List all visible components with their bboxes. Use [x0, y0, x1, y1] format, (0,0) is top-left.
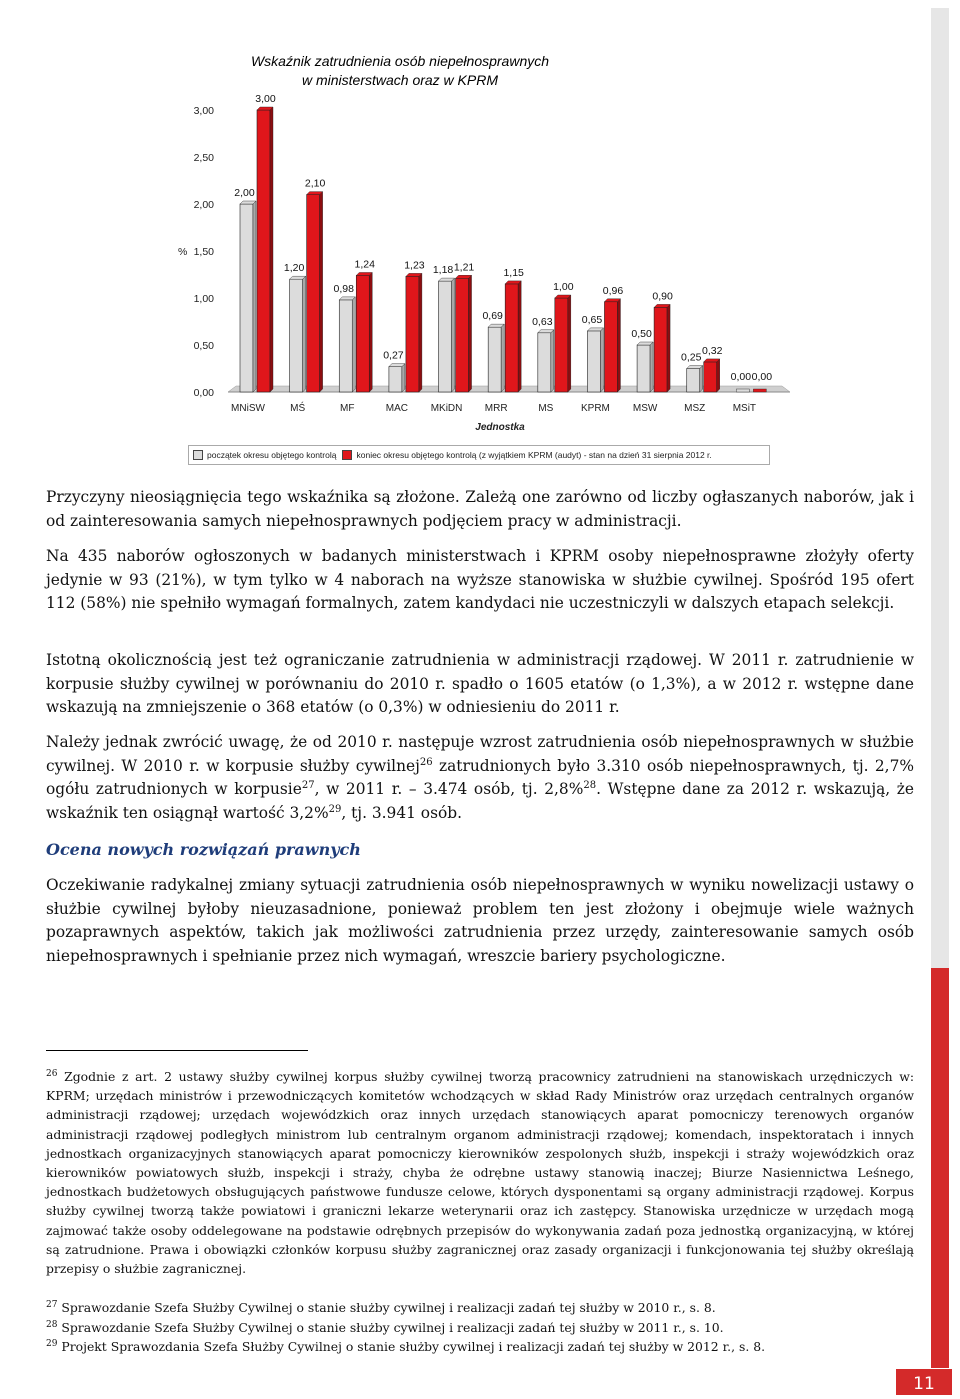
- bar-top: [654, 304, 670, 307]
- bar-top: [406, 273, 422, 276]
- p4-part-d: . Wstępne dane za 2012 r. wskazują, że wskaźnik ten osiągnął wartość 3,2%: [46, 780, 915, 822]
- footnote-num-26: 26: [46, 1068, 58, 1079]
- footnote-num-28: 28: [46, 1319, 58, 1330]
- bar-top: [240, 201, 256, 204]
- margin-decoration-red: [931, 968, 949, 1368]
- data-label: 3,00: [255, 93, 276, 105]
- footnote-text-26: Zgodnie z art. 2 ustawy służby cywilnej korpus służby cywilnej tworzą pracownicy zatrudnieni na stanowiskach urzędniczych w: KPRM; urzędach ministrów i przewodniczących komitetów wchodzących w skład Rady Ministrów oraz urzędach centralnych organów administracji rządowej; urzędach wojewódzkich oraz innych urzędach stanowiących aparat pomocniczy terenowych organów administracji rządowej podległych ministrom lub centralnym organom administracji rządowej; komendach, inspektoratach i innych jednostkach organizacyjnych stanowiących aparat pomocniczy kierowników zespolonych służb, inspekcji i straży wojewódzkich oraz kierowników powiatowych służb, inspekcji i straży, chyba że odrębne ustawy stanowią inaczej; Biurze Nasiennictwa Leśnego, jednostkach budżetowych obsługujących państwowe fundusze celowe, których dysponentami są organy administracji rządowej. Korpus służby cywilnej tworzą także powiatowi i graniczni lekarze weterynarii oraz ich zastępcy. Stanowiska urzędnicze w urzędach mogą zajmować także osoby oddelegowane na podstawie odrębnych przepisów do wykonywania zadań poza jednostką organizacyjną, w której są zatrudnione. Prawa i obowiązki członków korpusu służby zagranicznej oraz zasady organizacji i funkcjonowania tej służby określają przepisy o służbie zagranicznej.: [46, 1069, 914, 1277]
- legend-item-end: [342, 450, 711, 460]
- x-tick-label: MNiSW: [231, 403, 265, 414]
- data-label: 0,32: [702, 344, 723, 357]
- data-label: 1,00: [553, 281, 574, 293]
- bar: [339, 300, 352, 392]
- footnote-ref-27[interactable]: 27: [301, 779, 315, 791]
- data-label: 0,63: [532, 315, 553, 328]
- chart-title-line-2: w ministerstwach oraz w KPRM: [301, 72, 499, 88]
- bar-top: [687, 366, 703, 369]
- bar-top: [505, 281, 521, 284]
- bar: [654, 307, 667, 392]
- legend-label-end: koniec okresu objętego kontrolą (z wyjątkiem KPRM (audyt) - stan na dzień 31 sierpnia 2012 r.: [356, 450, 712, 460]
- bar-top: [456, 275, 472, 278]
- bar-side: [667, 304, 670, 392]
- bar-top: [538, 330, 554, 333]
- bar-side: [419, 273, 422, 392]
- bar-top: [555, 295, 571, 298]
- bar-side: [700, 366, 703, 393]
- x-tick-label: MS: [538, 403, 554, 414]
- footnote-num-29: 29: [46, 1338, 58, 1349]
- bar: [240, 204, 253, 392]
- footnote-ref-29[interactable]: 29: [328, 803, 342, 815]
- x-tick-label: MKiDN: [430, 403, 463, 414]
- data-label: 0,96: [602, 284, 624, 297]
- bar: [604, 302, 617, 392]
- y-tick-label: 2,50: [193, 152, 214, 164]
- p4-part-b: zatrudnionych było 3.310 osób niepełnosprawnych, tj. 2,7% ogółu zatrudnionych w korpusie: [46, 756, 914, 798]
- page-number: 11: [896, 1369, 952, 1395]
- bar: [290, 279, 303, 392]
- bar-chart: [0, 0, 960, 470]
- p4-part-a: Należy jednak zwrócić uwagę, że od 2010 r. następuje wzrost zatrudnienia osób niepełnosprawnych w służbie cywilnej. W 2010 r. w korpusie służby cywilnej: [46, 733, 914, 775]
- paragraph-5: Oczekiwanie radykalnej zmiany sytuacji zatrudnienia osób niepełnosprawnych w wyniku nowelizacji ustawy o służbie cywilnej byłoby nieuzasadnione, ponieważ problem ten jest złożony i obejmuje wiele ważnych pozaprawnych aspektów, takich jak możliwości zatrudnienia przez urzędy, zainteresowanie samych osób niepełnosprawnych i spełnianie przez nich wymagań, wreszcie bariery psychologiczne.: [46, 876, 914, 965]
- bar: [406, 276, 419, 392]
- bar: [753, 389, 766, 392]
- y-tick-label: 1,00: [193, 293, 214, 305]
- data-label: 2,10: [304, 177, 326, 190]
- bar-top: [307, 192, 323, 195]
- bar-side: [650, 342, 653, 392]
- p4-part-e: , tj. 3.941 osób.: [341, 803, 462, 822]
- x-axis-title: Jednostka: [475, 422, 525, 433]
- paragraph-4: [46, 731, 914, 825]
- y-tick-label: 0,50: [193, 340, 214, 352]
- footnote-separator: [46, 1050, 308, 1051]
- data-label: 0,90: [652, 290, 673, 303]
- bar: [704, 362, 717, 392]
- data-label: 0,27: [383, 349, 404, 362]
- footnote-28: [46, 1318, 914, 1337]
- p4-part-c: , w 2011 r. – 3.474 osób, tj. 2,8%: [314, 780, 584, 798]
- bar: [257, 110, 270, 392]
- footnote-ref-26[interactable]: 26: [419, 756, 433, 768]
- footnote-ref-28[interactable]: 28: [583, 779, 597, 791]
- bar-side: [501, 324, 504, 392]
- bar-top: [704, 359, 720, 362]
- data-label: 0,50: [631, 328, 652, 340]
- section-heading: Ocena nowych rozwiązań prawnych: [46, 840, 361, 859]
- bar-side: [253, 201, 256, 392]
- bar: [637, 345, 650, 392]
- legend-label-start: początek okresu objętego kontrolą: [207, 450, 337, 460]
- bar-top: [339, 297, 355, 300]
- y-tick-label: 1,50: [193, 246, 214, 258]
- bar-side: [469, 275, 472, 392]
- legend-item-start: [193, 450, 336, 460]
- bar-top: [439, 278, 455, 281]
- data-label: 0,00: [730, 371, 752, 383]
- bar: [687, 369, 700, 393]
- bar: [505, 284, 518, 392]
- data-label: 1,15: [503, 266, 524, 279]
- x-tick-label: MSZ: [684, 403, 706, 414]
- data-label: 1,18: [432, 264, 454, 277]
- paragraph-3: Istotną okolicznością jest też ograniczanie zatrudnienia w administracji rządowej. W 2011 r. zatrudnienie w korpusie służby cywilnej w porównaniu do 2010 r. spadło o 1605 etatów (o 1,3%), a w 2012 r. wstępne dane wskazują na zmniejszenie o 368 etatów (o 0,3%) w odniesieniu do 2011 r.: [46, 651, 914, 716]
- paragraph-1: Przyczyny nieosiągnięcia tego wskaźnika są złożone. Zależą one zarówno od liczby ogłaszanych naborów, jak i od zainteresowania samych niepełnosprawnych podjęciem pracy w administracji.: [46, 488, 914, 530]
- footnote-text-29: Projekt Sprawozdania Szefa Służby Cywilnej o stanie służby cywilnej i realizacji zadań tej służby w 2012 r., s. 8.: [57, 1339, 766, 1354]
- x-tick-label: MF: [340, 403, 355, 414]
- footnote-29: [46, 1337, 914, 1356]
- data-label: 0,65: [581, 313, 603, 326]
- data-label: 1,23: [404, 259, 425, 272]
- chart-title-line-1: Wskaźnik zatrudnienia osób niepełnosprawnych: [250, 53, 550, 69]
- x-tick-label: MŚ: [290, 403, 306, 414]
- x-tick-label: MSiT: [732, 403, 757, 414]
- data-label: 1,20: [283, 262, 305, 275]
- y-tick-label: 0,00: [193, 387, 214, 399]
- data-label: 0,00: [751, 371, 773, 383]
- legend-swatch-red: [342, 450, 352, 460]
- bar-side: [369, 272, 372, 392]
- bar: [389, 367, 402, 392]
- x-tick-label: KPRM: [581, 403, 610, 414]
- bar-top: [587, 328, 603, 331]
- bar-side: [303, 276, 306, 392]
- bar-side: [551, 330, 554, 392]
- bar: [736, 389, 749, 392]
- data-label: 1,21: [453, 261, 475, 274]
- data-label: 1,24: [354, 258, 375, 271]
- bar: [356, 275, 369, 392]
- bar-side: [600, 328, 603, 392]
- bar-side: [352, 297, 355, 392]
- legend-swatch-gray: [193, 450, 203, 460]
- bar-side: [568, 295, 571, 392]
- bar-side: [717, 359, 720, 392]
- data-label: 2,00: [234, 187, 255, 199]
- bar: [456, 278, 469, 392]
- bar-top: [290, 276, 306, 279]
- footnote-26: [46, 1067, 914, 1278]
- bar-top: [637, 342, 653, 345]
- bar-side: [452, 278, 455, 392]
- data-label: 0,25: [681, 351, 702, 364]
- bar: [439, 281, 452, 392]
- bar-top: [257, 107, 273, 110]
- bar-side: [402, 364, 405, 392]
- footnote-text-28: Sprawozdanie Szefa Służby Cywilnej o stanie służby cywilnej i realizacji zadań tej służby w 2011 r., s. 10.: [57, 1320, 724, 1335]
- bar-side: [320, 192, 323, 392]
- y-axis-unit: %: [178, 246, 188, 258]
- bar-side: [518, 281, 521, 392]
- data-label: 0,98: [333, 282, 354, 295]
- bar-top: [356, 272, 372, 275]
- y-tick-label: 3,00: [193, 105, 214, 117]
- y-tick-label: 2,00: [193, 199, 214, 211]
- footnote-text-27: Sprawozdanie Szefa Służby Cywilnej o stanie służby cywilnej i realizacji zadań tej służby w 2010 r., s. 8.: [57, 1300, 716, 1315]
- bar-side: [270, 107, 273, 392]
- bar: [538, 333, 551, 392]
- footnote-num-27: 27: [46, 1299, 58, 1310]
- bar-side: [617, 299, 620, 392]
- bar-top: [488, 324, 504, 327]
- footnote-27: [46, 1298, 914, 1317]
- bar-top: [389, 364, 405, 367]
- x-tick-label: MRR: [484, 403, 508, 414]
- bar: [307, 195, 320, 392]
- paragraph-2: Na 435 naborów ogłoszonych w badanych ministerstwach i KPRM osoby niepełnosprawne złożyły oferty jedynie w 93 (21%), w tym tylko w 4 naborach na wyższe stanowiska w służbie cywilnej. Spośród 195 ofert 112 (58%) nie spełniło wymagań formalnych, zatem kandydaci nie uczestniczyli w dalszych etapach selekcji.: [46, 547, 914, 612]
- x-tick-label: MSW: [632, 403, 658, 414]
- x-tick-label: MAC: [385, 403, 409, 414]
- chart-legend: [188, 445, 770, 465]
- bar-top: [604, 299, 620, 302]
- bar: [587, 331, 600, 392]
- bar: [488, 327, 501, 392]
- bar: [555, 298, 568, 392]
- data-label: 0,69: [482, 310, 503, 323]
